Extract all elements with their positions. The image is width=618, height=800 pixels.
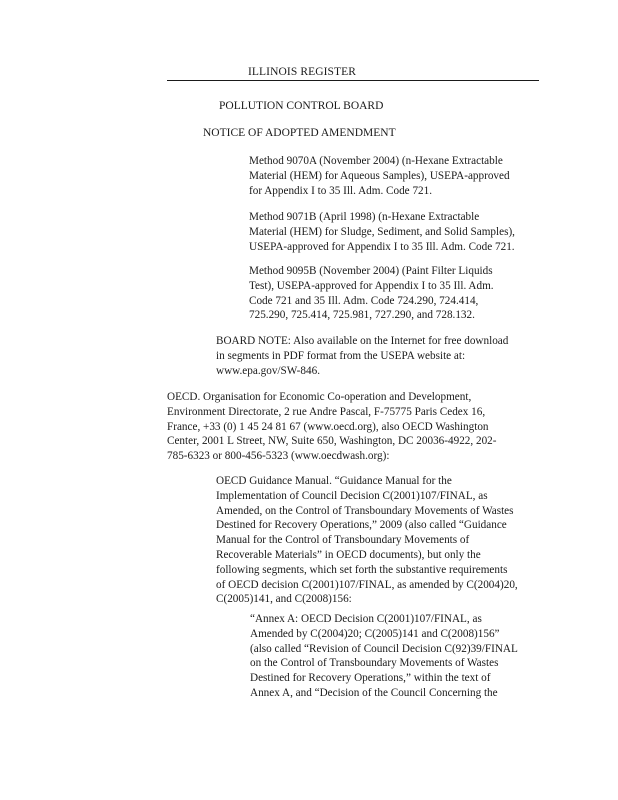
paragraph-line: USEPA-approved for Appendix I to 35 Ill. Adm. Code 721. bbox=[249, 240, 515, 253]
paragraph-line: for Appendix I to 35 Ill. Adm. Code 721. bbox=[249, 184, 433, 197]
paragraph-line: (also called “Revision of Council Decision C(92)39/FINAL bbox=[250, 642, 518, 655]
paragraph-line: Method 9071B (April 1998) (n-Hexane Extractable bbox=[249, 211, 480, 223]
paragraph-line: Destined for Recovery Operations,” within the text of bbox=[250, 672, 491, 685]
paragraph-line: Implementation of Council Decision C(2001)107/FINAL, as bbox=[216, 489, 488, 502]
paragraph-line: Method 9095B (November 2004) (Paint Filter Liquids bbox=[249, 265, 493, 277]
paragraph-line: Destined for Recovery Operations,” 2009 (also called “Guidance bbox=[216, 519, 507, 532]
paragraph-line: C(2005)141, and C(2008)156: bbox=[216, 593, 352, 606]
paragraph-line: www.epa.gov/SW-846. bbox=[216, 364, 320, 377]
register-title: ILLINOIS REGISTER bbox=[248, 66, 357, 78]
paragraph-line: 725.290, 725.414, 725.981, 727.290, and 728.132. bbox=[249, 309, 475, 322]
notice-title: NOTICE OF ADOPTED AMENDMENT bbox=[203, 127, 396, 139]
paragraph-line: on the Control of Transboundary Movements of Wastes bbox=[250, 657, 499, 670]
header-rule bbox=[167, 80, 539, 81]
paragraph-line: 785-6323 or 800-456-5323 (www.oecdwash.org): bbox=[167, 450, 390, 463]
paragraph-line: Method 9070A (November 2004) (n-Hexane Extractable bbox=[249, 155, 503, 167]
paragraph-line: Code 721 and 35 Ill. Adm. Code 724.290, 724.414, bbox=[249, 294, 479, 307]
paragraph-line: Annex A, and “Decision of the Council Concerning the bbox=[250, 686, 498, 699]
method-9070a-paragraph bbox=[249, 154, 510, 198]
annex-a-paragraph bbox=[250, 612, 518, 701]
paragraph-line: Amended, on the Control of Transboundary Movements of Wastes bbox=[216, 504, 514, 517]
paragraph-line: OECD. Organisation for Economic Co-operation and Development, bbox=[167, 391, 472, 403]
paragraph-line: in segments in PDF format from the USEPA website at: bbox=[216, 349, 466, 362]
board-note-paragraph bbox=[216, 334, 508, 378]
paragraph-line: of OECD decision C(2001)107/FINAL, as amended by C(2004)20, bbox=[216, 578, 518, 591]
paragraph-line: OECD Guidance Manual. “Guidance Manual for the bbox=[216, 475, 452, 487]
paragraph-line: Amended by C(2004)20; C(2005)141 and C(2008)156” bbox=[250, 627, 500, 640]
oecd-paragraph bbox=[167, 390, 496, 464]
oecd-guidance-manual-paragraph bbox=[216, 474, 518, 607]
paragraph-line: Test), USEPA-approved for Appendix I to 35 Ill. Adm. bbox=[249, 279, 494, 292]
paragraph-line: France, +33 (0) 1 45 24 81 67 (www.oecd.org), also OECD Washington bbox=[167, 420, 489, 433]
board-title: POLLUTION CONTROL BOARD bbox=[219, 100, 384, 112]
paragraph-line: Material (HEM) for Aqueous Samples), USEPA-approved bbox=[249, 169, 510, 182]
paragraph-line: Environment Directorate, 2 rue Andre Pascal, F-75775 Paris Cedex 16, bbox=[167, 405, 486, 418]
paragraph-line: Manual for the Control of Transboundary Movements of bbox=[216, 534, 470, 547]
paragraph-line: Material (HEM) for Sludge, Sediment, and Solid Samples), bbox=[249, 225, 515, 238]
paragraph-line: Center, 2001 L Street, NW, Suite 650, Washington, DC 20036-4922, 202- bbox=[167, 435, 497, 448]
paragraph-line: following segments, which set forth the substantive requirements bbox=[216, 563, 508, 576]
paragraph-line: Recoverable Materials” in OECD documents), but only the bbox=[216, 548, 481, 561]
paragraph-line: BOARD NOTE: Also available on the Internet for free download bbox=[216, 335, 509, 347]
paragraph-line: “Annex A: OECD Decision C(2001)107/FINAL, as bbox=[250, 613, 482, 625]
method-9071b-paragraph bbox=[249, 210, 515, 254]
method-9095b-paragraph bbox=[249, 264, 494, 323]
